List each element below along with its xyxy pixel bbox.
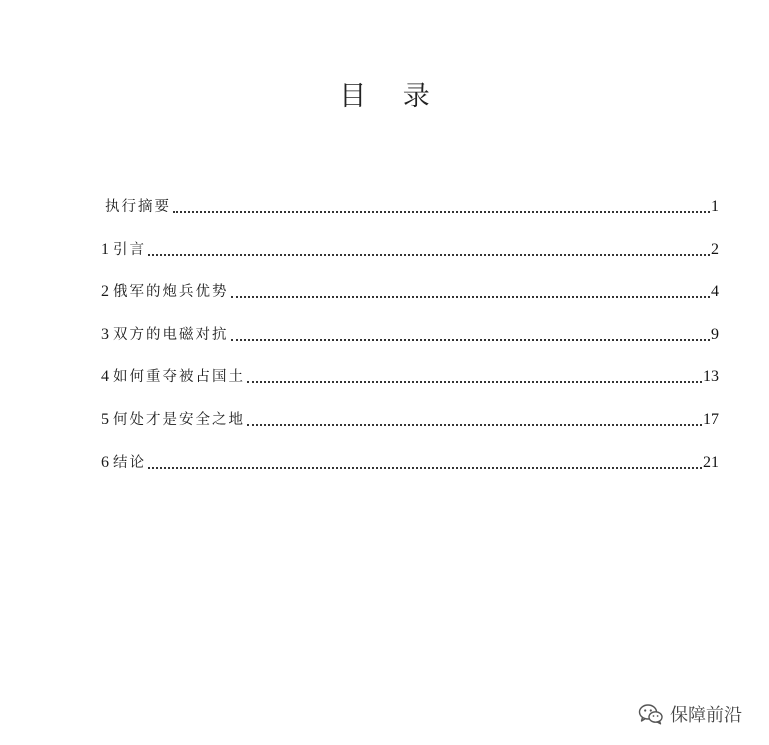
toc-entry-label [101,410,245,430]
toc-dot-leader [148,253,710,256]
toc-dot-leader [148,466,702,469]
toc-entry[interactable] [101,402,719,430]
toc-page-number: 4 [711,283,719,301]
toc-dot-leader [231,295,711,298]
toc-page-number: 9 [711,325,719,343]
toc-page-number: 2 [711,240,719,258]
page-title: 目 录 [339,81,444,112]
toc-entry[interactable] [101,274,719,302]
toc-page-number: 13 [703,368,719,386]
toc-entry[interactable] [101,359,719,387]
toc-page-number: 21 [703,453,719,471]
toc-entry[interactable] [101,317,719,345]
toc-entry-label [101,325,229,345]
toc-dot-leader [247,423,702,426]
toc-entry-label [101,197,171,217]
toc-dot-leader [173,210,710,213]
toc-entry-title: 双方的电磁对抗 [113,326,229,343]
toc-entry-title: 结论 [113,454,146,471]
toc-entry-number: 6 [101,453,109,471]
toc-entry[interactable] [101,232,719,260]
table-of-contents [101,189,719,487]
toc-entry-label [101,453,146,473]
watermark [638,701,742,727]
toc-entry-label [101,240,146,260]
toc-entry-title: 何处才是安全之地 [113,411,245,428]
toc-page-number: 1 [711,198,719,215]
toc-entry-label [101,367,245,387]
toc-entry-number: 3 [101,325,109,343]
toc-dot-leader [231,338,711,341]
toc-entry[interactable] [101,445,719,473]
toc-entry-number: 2 [101,283,109,301]
toc-entry-number: 5 [101,410,109,428]
toc-entry-title: 引言 [113,241,146,258]
toc-entry[interactable] [101,189,719,217]
toc-entry-label [101,282,229,302]
toc-entry-number: 4 [101,368,109,386]
toc-entry-title: 执行摘要 [105,199,171,215]
watermark-text: 保障前沿 [670,705,742,726]
toc-entry-number: 1 [101,240,109,258]
toc-entry-title: 俄军的炮兵优势 [113,284,229,301]
toc-page-number: 17 [703,410,719,428]
wechat-icon [638,703,664,725]
toc-dot-leader [247,380,702,383]
toc-entry-title: 如何重夺被占国土 [113,369,245,386]
